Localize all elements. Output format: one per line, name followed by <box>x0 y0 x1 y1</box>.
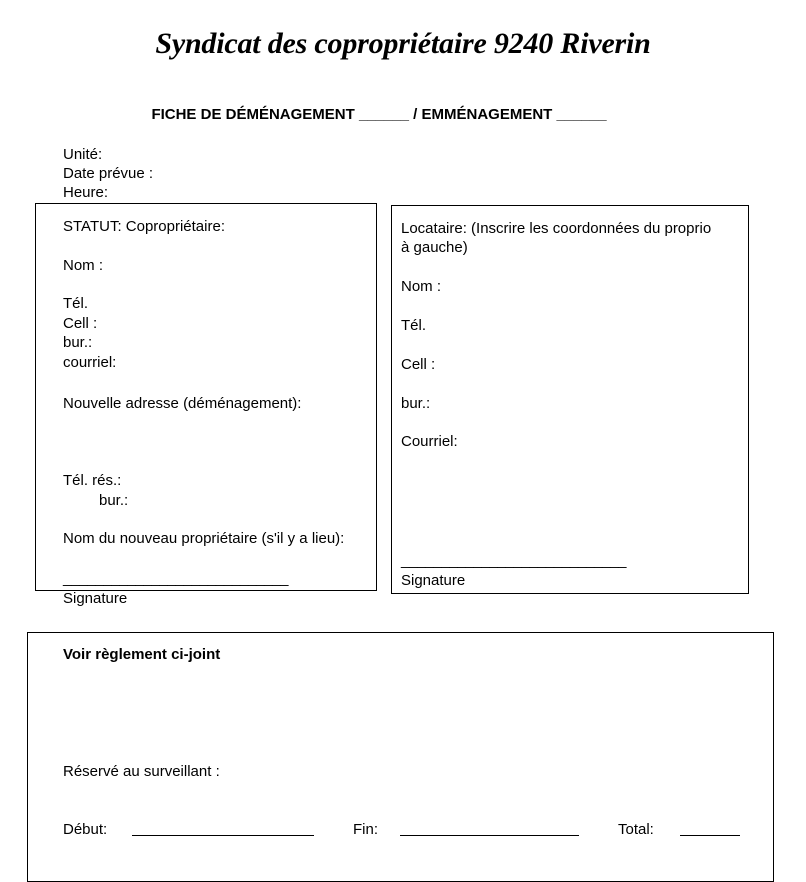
unit-label: Unité: <box>63 146 103 163</box>
owner-tel-label: Tél. <box>63 295 89 312</box>
tenant-box <box>391 205 749 594</box>
owner-office-label: bur.: <box>63 334 93 351</box>
owner-cell-label: Cell : <box>63 315 98 332</box>
tenant-signature-label: Signature <box>401 572 466 589</box>
end-label: Fin: <box>353 821 379 838</box>
end-field[interactable] <box>400 821 579 836</box>
planned-date-label: Date prévue : <box>63 165 154 182</box>
tenant-signature-line: ____________________________ <box>401 552 627 569</box>
owner-signature-label: Signature <box>63 590 128 607</box>
start-label: Début: <box>63 821 108 838</box>
owner-tel-office-label: bur.: <box>99 492 129 509</box>
status-owner-label: STATUT: Copropriétaire: <box>63 218 225 235</box>
owner-email-label: courriel: <box>63 354 117 371</box>
tenant-cell-label: Cell : <box>401 356 436 373</box>
tenant-label-line2: à gauche) <box>401 239 468 256</box>
form-heading: FICHE DE DÉMÉNAGEMENT ______ / EMMÉNAGEMENT ______ <box>151 106 607 123</box>
owner-name-label: Nom : <box>63 257 104 274</box>
document-title: Syndicat des copropriétaire 9240 Riverin <box>155 27 651 60</box>
owner-signature-line: ____________________________ <box>63 570 289 587</box>
tenant-office-label: bur.: <box>401 395 431 412</box>
tenant-email-label: Courriel: <box>401 433 458 450</box>
hour-label: Heure: <box>63 184 109 201</box>
total-label: Total: <box>618 821 654 838</box>
tenant-name-label: Nom : <box>401 278 442 295</box>
new-owner-label: Nom du nouveau propriétaire (s'il y a lieu): <box>63 530 345 547</box>
see-rules-label: Voir règlement ci-joint <box>63 646 221 663</box>
start-field[interactable] <box>132 821 314 836</box>
total-field[interactable] <box>680 821 740 836</box>
tenant-label-line1: Locataire: (Inscrire les coordonnées du proprio <box>401 220 712 237</box>
owner-tel-home-label: Tél. rés.: <box>63 472 122 489</box>
supervisor-box <box>27 632 774 882</box>
tenant-tel-label: Tél. <box>401 317 427 334</box>
new-address-label: Nouvelle adresse (déménagement): <box>63 395 302 412</box>
reserved-supervisor-label: Réservé au surveillant : <box>63 763 220 780</box>
